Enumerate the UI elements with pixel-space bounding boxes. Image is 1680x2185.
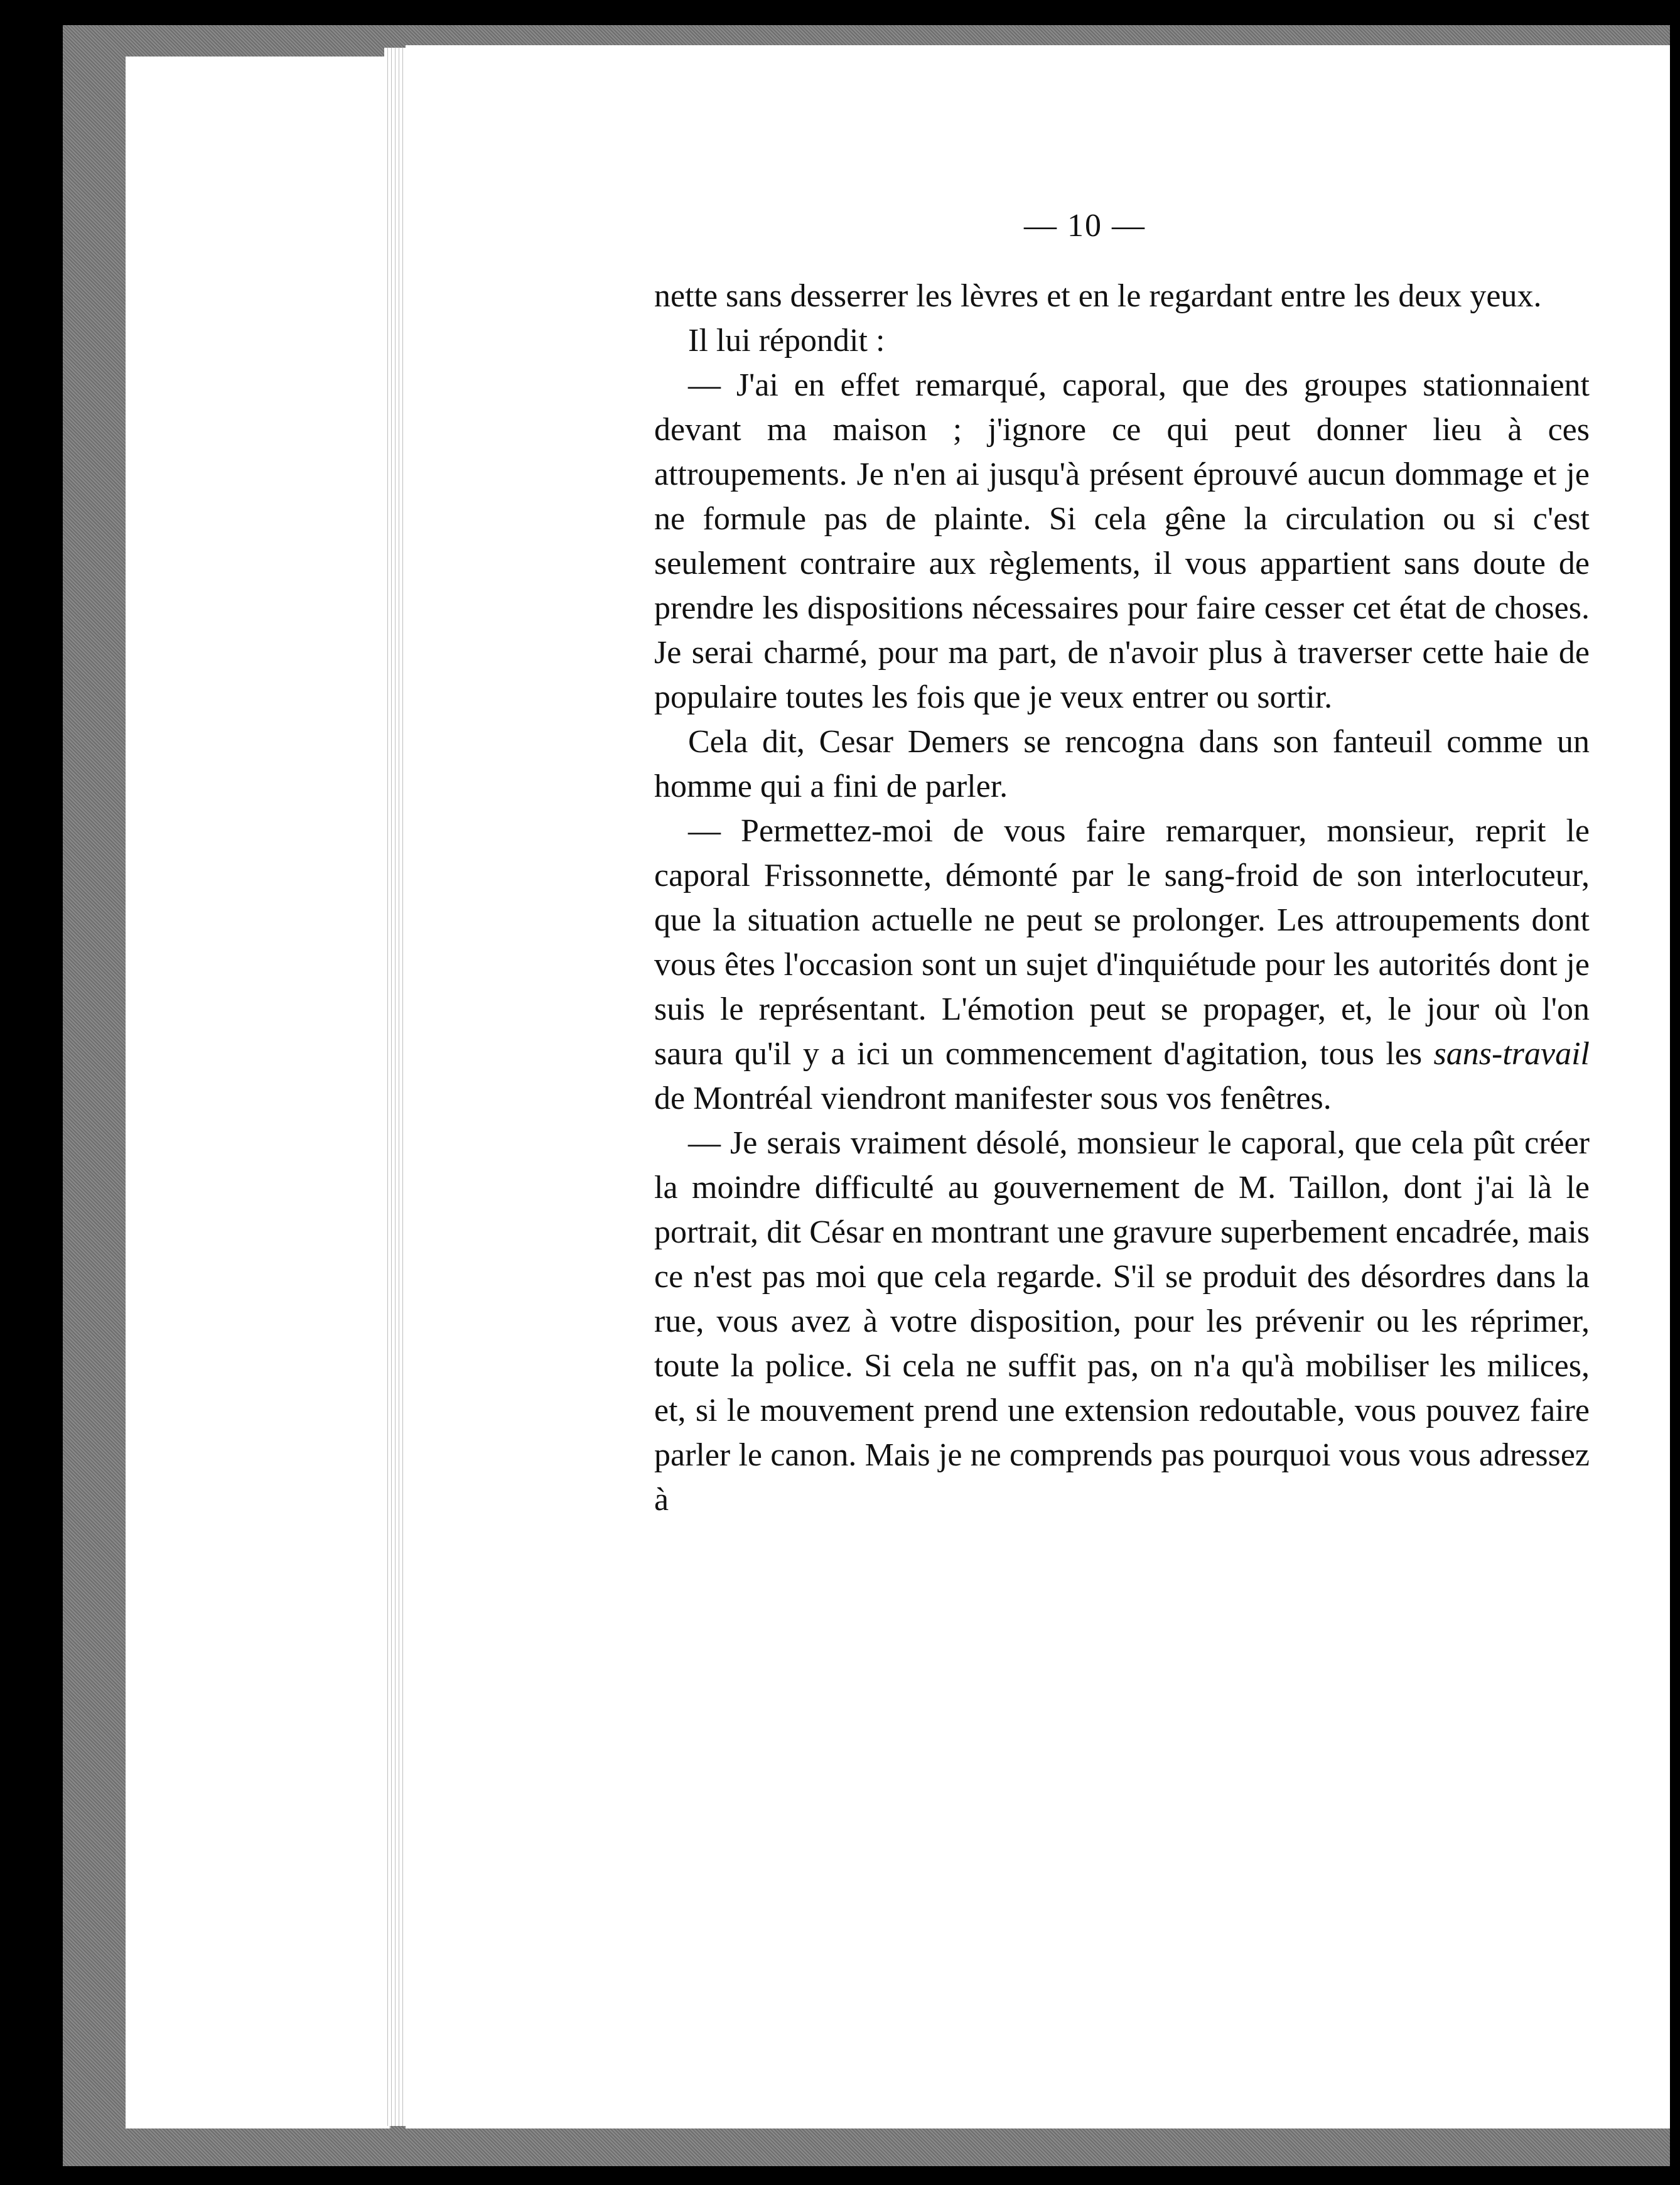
caporal-speech-text: — Permettez-moi de vous faire remarquer, monsieur, reprit le caporal Frissonnette, démonté par le sang-froid de son interlocuteur, que la situation actuelle ne peut se prolonger. Les attroupements dont vous êtes l'occasion sont un sujet d'inquiétude pour les autorités dont je suis le représentant. L'émotion peut se propager, et, le jour où l'on saura qu'il y a ici un commencement d'agitation, tous les (654, 813, 1590, 1072)
page-number: — 10 — (1024, 208, 1146, 244)
paragraph-reply-intro: Il lui répondit : (688, 323, 885, 359)
page-edges (384, 48, 406, 2126)
caporal-speech-text-end: de Montréal viendront manifester sous vos fenêtres. (654, 1081, 1332, 1116)
paragraph-caporal-speech (654, 809, 1590, 1121)
book-page (406, 45, 1670, 2128)
body-text (654, 274, 1590, 1522)
paragraph-narration: Cela dit, Cesar Demers se rencogna dans son fanteuil comme un homme qui a fini de parler. (654, 724, 1590, 804)
paragraph-cesar-answer: — Je serais vraiment désolé, monsieur le caporal, que cela pût créer la moindre difficulté au gouvernement de M. Taillon, dont j'ai là le portrait, dit César en montrant une gravure superbement encadrée, mais ce n'est pas moi que cela regarde. S'il se produit des désordres dans la rue, vous avez à votre disposition, pour les prévenir ou les réprimer, toute la police. Si cela ne suffit pas, on n'a qu'à mobiliser les milices, et, si le mouvement prend une extension redoutable, vous pouvez faire parler le canon. Mais je ne comprends pas pourquoi vous vous adressez à (654, 1125, 1590, 1518)
italic-term: sans-travail (1433, 1036, 1590, 1072)
left-blank-leaf (126, 57, 390, 2128)
paragraph-cesar-reply: — J'ai en effet remarqué, caporal, que des groupes stationnaient devant ma maison ; j'ignore ce qui peut donner lieu à ces attroupements. Je n'en ai jusqu'à présent éprouvé aucun dommage et je ne formule pas de plainte. Si cela gêne la circulation ou si c'est seulement contraire aux règlements, il vous appartient sans doute de prendre les dispositions nécessaires pour faire cesser cet état de choses. Je serai charmé, pour ma part, de n'avoir plus à traverser cette haie de populaire toutes les fois que je veux entrer ou sortir. (654, 367, 1590, 715)
paragraph-continuation: nette sans desserrer les lèvres et en le regardant entre les deux yeux. (654, 278, 1542, 314)
